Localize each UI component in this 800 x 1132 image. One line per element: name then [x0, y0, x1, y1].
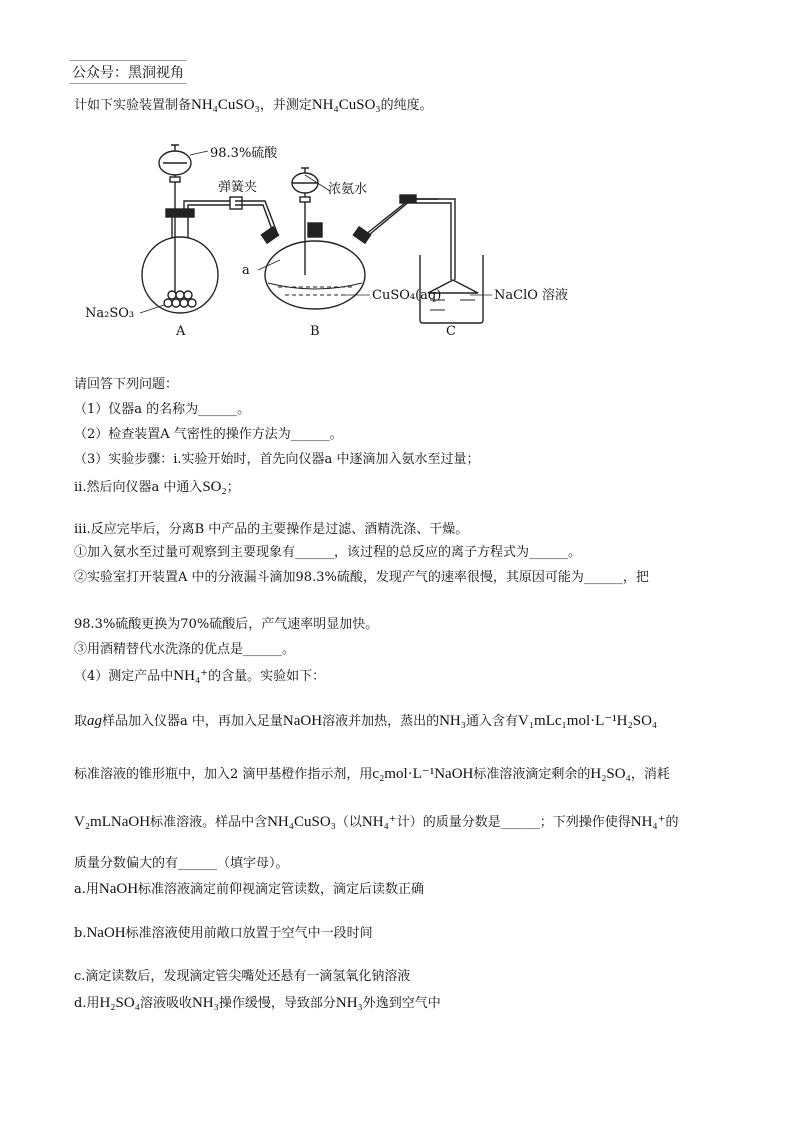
q3-1: ①加入氨水至过量可观察到主要现象有______，该过程的总反应的离子方程式为______。 — [74, 545, 582, 560]
intro-line: 计如下实验装置制备NH₄CuSO₃，并测定NH₄CuSO₃的纯度。 — [74, 97, 433, 113]
option-a: a.用NaOH标准溶液滴定前仰视滴定管读数，滴定后读数正确 — [74, 881, 425, 897]
q1: （1）仪器a 的名称为______。 — [74, 402, 251, 417]
q3-2: ②实验室打开装置A 中的分液漏斗滴加98.3%硫酸，发现产气的速率很慢，其原因可能为______，把 — [74, 570, 649, 585]
q3-3: ③用酒精替代水洗涤的优点是______。 — [74, 642, 296, 657]
q4: （4）测定产品中NH₄⁺的含量。实验如下： — [74, 668, 326, 684]
label-B: B — [310, 324, 320, 339]
label-a: a — [242, 263, 250, 278]
label-na2so3: Na₂SO₃ — [85, 306, 135, 321]
para-1: 取ag样品加入仪器a 中，再加入足量NaOH溶液并加热，蒸出的NH₃通入含有V₁mLc₁mol·L⁻¹H₂SO₄ — [74, 713, 658, 729]
flask-a — [142, 145, 235, 313]
label-cuso4: CuSO₄(aq) — [372, 288, 442, 303]
para-4: 质量分数偏大的有______（填字母）。 — [74, 856, 289, 871]
option-c: c.滴定读数后，发现滴定管尖嘴处还悬有一滴氢氧化钠溶液 — [74, 969, 411, 984]
option-b: b.NaOH标准溶液使用前敞口放置于空气中一段时间 — [74, 925, 373, 941]
q3: （3）实验步骤：ⅰ.实验开始时，首先向仪器a 中逐滴加入氨水至过量； — [74, 452, 480, 467]
header-watermark: 公众号：黑洞视角 — [70, 60, 186, 84]
para-2: 标准溶液的锥形瓶中，加入2 滴甲基橙作指示剂，用c₂mol·L⁻¹NaOH标准溶液滴定剩余的H₂SO₄，消耗 — [74, 766, 670, 782]
label-A: A — [176, 324, 186, 339]
label-acid: 98.3%硫酸 — [210, 146, 278, 161]
para-3: V₂mLNaOH标准溶液。样品中含NH₄CuSO₃（以NH₄⁺计）的质量分数是______；下列操作使得NH₄⁺的 — [74, 814, 679, 830]
option-d: d.用H₂SO₄溶液吸收NH₃操作缓慢，导致部分NH₃外逸到空气中 — [74, 995, 441, 1011]
q3-iii: iii.反应完毕后，分离B 中产品的主要操作是过滤、酒精洗涤、干燥。 — [74, 522, 469, 537]
q-intro: 请回答下列问题： — [74, 377, 179, 392]
q3-ii: ii.然后向仪器a 中通入SO₂； — [74, 479, 240, 495]
tube-to-c — [365, 195, 455, 280]
q2: （2）检查装置A 气密性的操作方法为______。 — [74, 427, 343, 442]
apparatus-diagram — [80, 135, 600, 345]
label-ammonia: 浓氨水 — [328, 182, 368, 197]
label-clamp: 弹簧夹 — [218, 180, 258, 195]
q3-2-cont: 98.3%硫酸更换为70%硫酸后，产气速率明显加快。 — [74, 617, 379, 632]
label-naclo: NaClO 溶液 — [494, 288, 569, 303]
label-C: C — [446, 324, 456, 339]
